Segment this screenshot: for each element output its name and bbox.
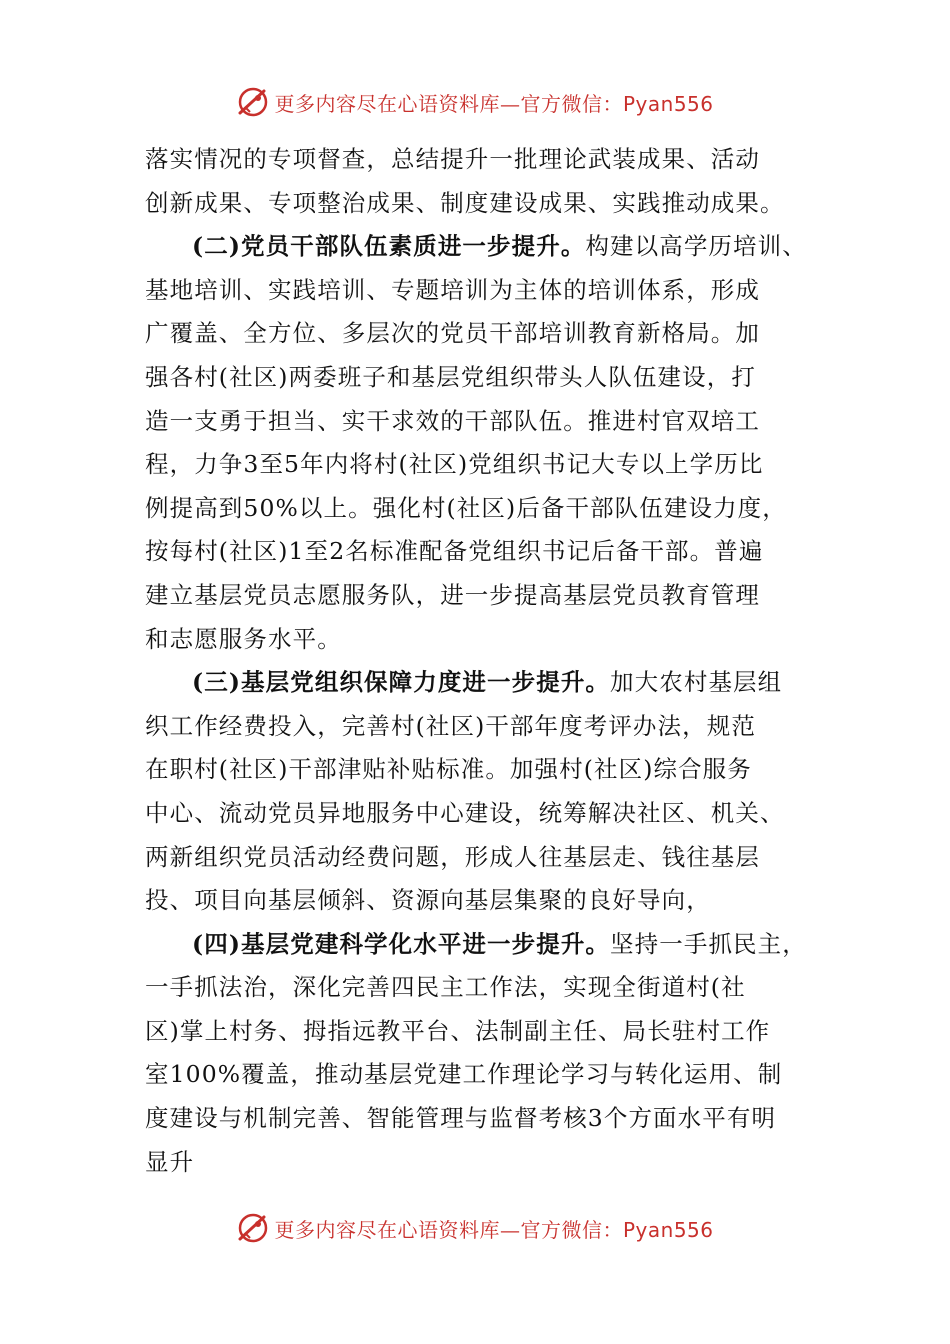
text-line: 例提高到50%以上。强化村(社区)后备干部队伍建设力度，: [145, 493, 787, 522]
text-line: 程，力争3至5年内将村(社区)党组织书记大专以上学历比: [145, 450, 764, 479]
section-heading: (二)党员干部队伍素质进一步提升。: [192, 232, 586, 261]
paragraph-4: [145, 923, 813, 1185]
text-line: 区)掌上村务、拇指远教平台、法制副主任、局长驻村工作: [145, 1016, 771, 1045]
text-line: 度建设与机制完善、智能管理与监督考核3个方面水平有明: [145, 1104, 777, 1133]
section-heading: (四)基层党建科学化水平进一步提升。: [192, 929, 611, 958]
pen-circle-logo-icon: [236, 85, 270, 119]
text-line: 两新组织党员活动经费问题，形成人往基层走、钱往基层: [145, 842, 760, 871]
paragraph-first-line: (二)党员干部队伍素质进一步提升。构建以高学历培训、: [192, 232, 807, 261]
document-body: [145, 138, 813, 1184]
text-line: 中心、流动党员异地服务中心建设，统筹解决社区、机关、: [145, 798, 785, 827]
section-heading: (三)基层党组织保障力度进一步提升。: [192, 668, 611, 697]
text-line: 广覆盖、全方位、多层次的党员干部培训教育新格局。加: [145, 319, 760, 348]
text-line: 室100%覆盖，推动基层党建工作理论学习与转化运用、制: [145, 1060, 783, 1089]
pen-circle-logo-icon: [236, 1211, 270, 1245]
text-line: 和志愿服务水平。: [145, 624, 342, 653]
text-line: 基地培训、实践培训、专题培训为主体的培训体系，形成: [145, 275, 760, 304]
text-line: 显升: [145, 1147, 195, 1176]
text-line: 按每村(社区)1至2名标准配备党组织书记后备干部。普遍: [145, 537, 764, 566]
paragraph-2: [145, 225, 813, 661]
text-line: 投、项目向基层倾斜、资源向基层集聚的良好导向，: [145, 886, 711, 915]
paragraph-1: [145, 138, 813, 225]
text-line: 一手抓法治，深化完善四民主工作法，实现全街道村(社: [145, 973, 746, 1002]
text-line: 强各村(社区)两委班子和基层党组织带头人队伍建设，打: [145, 362, 756, 391]
text-line: 落实情况的专项督查，总结提升一批理论武装成果、活动: [145, 145, 760, 173]
paragraph-first-line: (三)基层党组织保障力度进一步提升。加大农村基层组: [192, 668, 783, 697]
header-banner: [0, 82, 950, 122]
text-line: 在职村(社区)干部津贴补贴标准。加强村(社区)综合服务: [145, 755, 752, 784]
paragraph-3: [145, 661, 813, 923]
text-line: 织工作经费投入，完善村(社区)干部年度考评办法，规范: [145, 711, 756, 740]
text-line: 创新成果、专项整治成果、制度建设成果、实践推动成果。: [145, 188, 785, 217]
footer-banner: [0, 1208, 950, 1248]
text-line: 造一支勇于担当、实干求效的干部队伍。推进村官双培工: [145, 406, 760, 435]
paragraph-first-line: (四)基层党建科学化水平进一步提升。坚持一手抓民主，: [192, 929, 807, 958]
text-line: 建立基层党员志愿服务队，进一步提高基层党员教育管理: [145, 580, 760, 609]
banner-text: 更多内容尽在心语资料库—官方微信：Pyan556: [274, 91, 714, 116]
banner-text: 更多内容尽在心语资料库—官方微信：Pyan556: [274, 1217, 714, 1242]
